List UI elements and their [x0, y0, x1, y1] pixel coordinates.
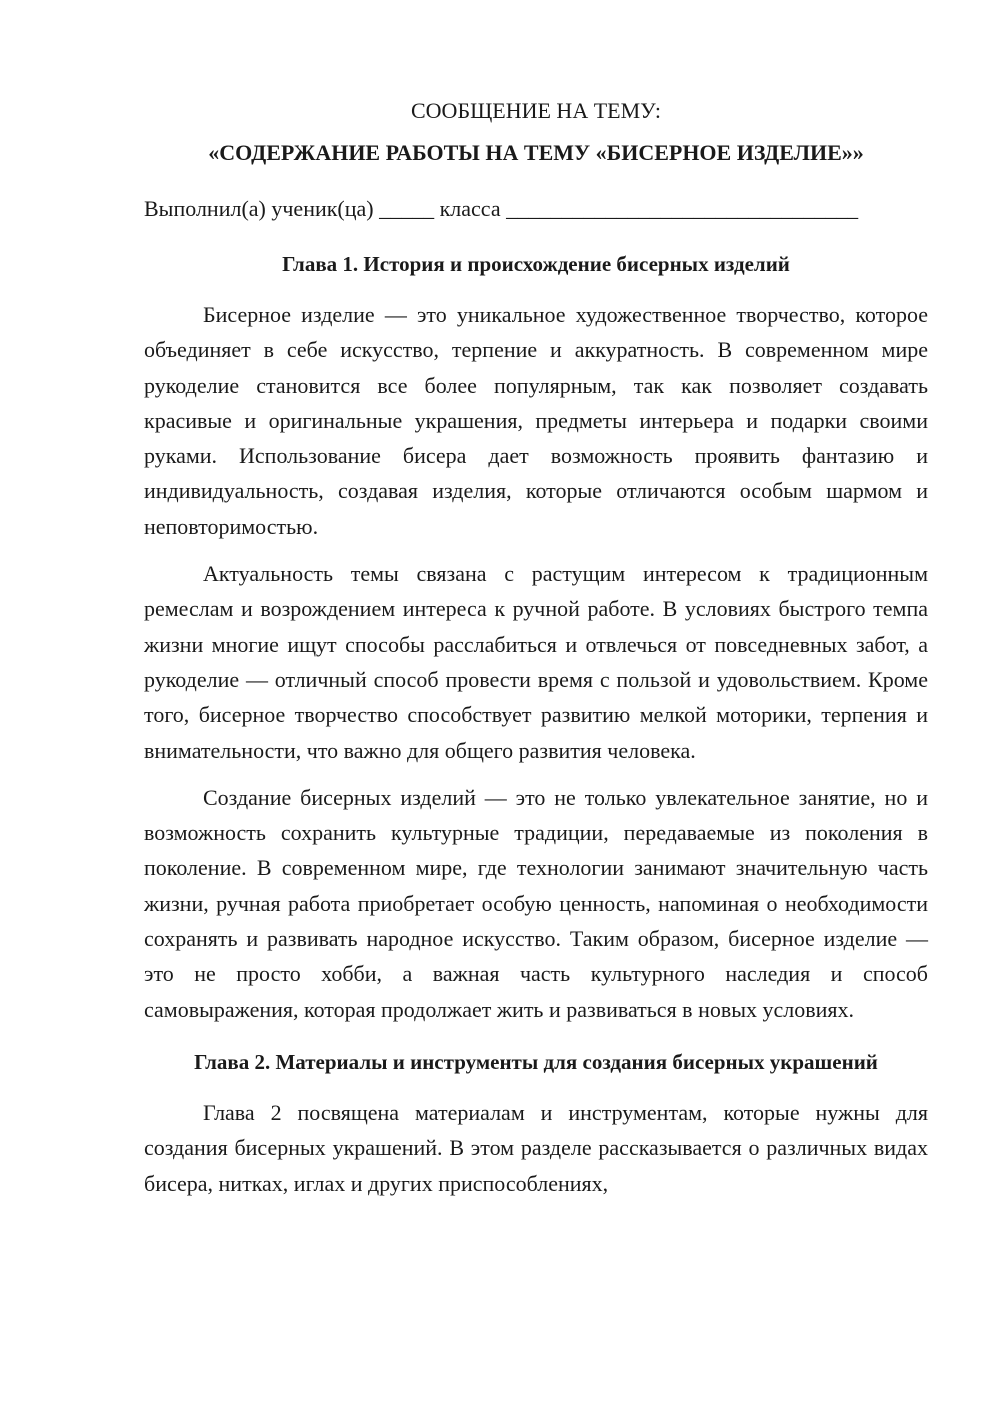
document-title-line1: СООБЩЕНИЕ НА ТЕМУ: — [411, 98, 661, 123]
chapter-1-paragraph-3: Создание бисерных изделий — это не только увлекательное занятие, но и возможность сохранить культурные традиции, передаваемые из поколения в поколение. В современном мире, где технологии занимают значительную часть жизни, ручная работа приобретает особую ценность, напоминая о необходимости сохранять и развивать народное искусство. Таким образом, бисерное изделие — это не просто хобби, а важная часть культурного наследия и способ самовыражения, которая продолжает жить и развиваться в новых условиях. — [144, 784, 928, 1022]
chapter-2-heading: Глава 2. Материалы и инструменты для создания бисерных украшений — [194, 1049, 878, 1074]
chapter-1-heading: Глава 1. История и происхождение бисерных изделий — [282, 252, 790, 276]
chapter-1-paragraph-2: Актуальность темы связана с растущим интересом к традиционным ремеслам и возрождением интереса к ручной работе. В условиях быстрого темпа жизни многие ищут способы расслабиться и отвлечься от повседневных забот, а рукоделие — отличный способ провести время с пользой и удовольствием. Кроме того, бисерное творчество способствует развитию мелкой моторики, терпения и внимательности, что важно для общего развития человека. — [144, 561, 928, 763]
chapter-2 — [144, 1045, 928, 1201]
document-title-line2: «СОДЕРЖАНИЕ РАБОТЫ НА ТЕМУ «БИСЕРНОЕ ИЗДЕЛИЕ»» — [208, 140, 864, 165]
author-line: Выполнил(а) ученик(ца) _____ класса ________________________________ — [144, 196, 859, 221]
chapter-2-paragraph-1: Глава 2 посвящена материалам и инструментам, которые нужны для создания бисерных украшений. В этом разделе рассказывается о различных видах бисера, нитках, иглах и других приспособлениях, — [144, 1099, 928, 1196]
chapter-1 — [144, 247, 928, 1027]
chapter-1-paragraph-1: Бисерное изделие — это уникальное художественное творчество, которое объединяет в себе искусство, терпение и аккуратность. В современном мире рукоделие становится все более популярным, так как позволяет создавать красивые и оригинальные украшения, предметы интерьера и подарки своими руками. Использование бисера дает возможность проявить фантазию и индивидуальность, создавая изделия, которые отличаются особым шармом и неповторимостью. — [144, 302, 928, 539]
